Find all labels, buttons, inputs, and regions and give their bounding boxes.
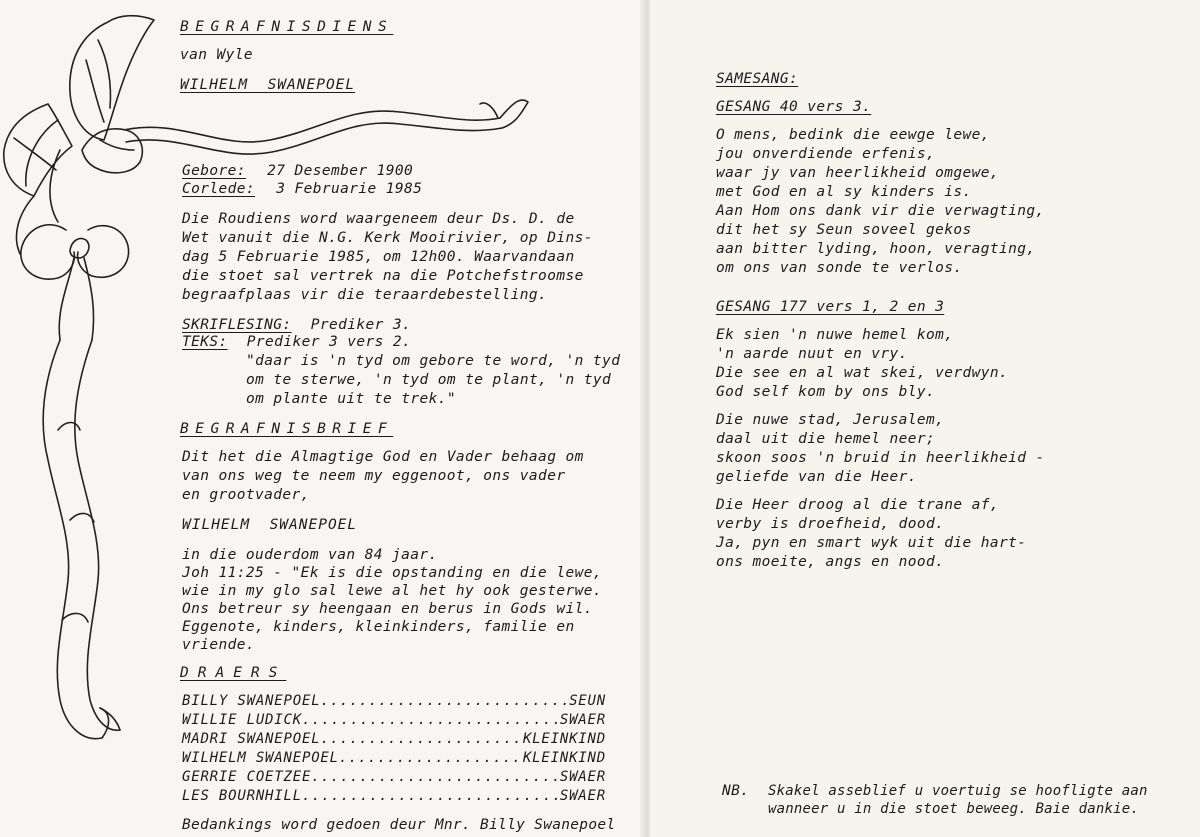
- quote-line: "daar is 'n tyd om gebore te word, 'n tyd: [246, 353, 621, 369]
- bearer-row: [182, 749, 606, 767]
- hymn-line: Ek sien 'n nuwe hemel kom,: [716, 327, 954, 343]
- letter-line: van ons weg te neem my eggenoot, ons vader: [182, 468, 566, 484]
- service-line: die stoet sal vertrek na die Potchefstroomse: [182, 268, 584, 284]
- quote-line: om plante uit te trek.": [246, 391, 456, 407]
- letter-line: Dit het die Almagtige God en Vader behaag om: [182, 449, 584, 465]
- died-date: 3 Februarie 1985: [276, 181, 423, 197]
- bearer-row: [182, 787, 606, 805]
- born-date: 27 Desember 1900: [267, 163, 414, 179]
- hymn-line: daal uit die hemel neer;: [716, 431, 936, 447]
- hymn-177-title: GESANG 177 vers 1, 2 en 3: [716, 299, 945, 315]
- thanks-line: Bedankings word gedoen deur Mnr. Billy Swanepoel: [182, 817, 616, 833]
- hymn-line: Die Heer droog al die trane af,: [716, 497, 1000, 513]
- scripture-value: Prediker 3.: [310, 317, 412, 333]
- letter-line: en grootvader,: [182, 487, 310, 503]
- hymn-line: skoon soos 'n bruid in heerlikheid -: [716, 450, 1045, 466]
- hymn-line: geliefde van die Heer.: [716, 469, 917, 485]
- hymn-line: God self kom by ons bly.: [716, 384, 936, 400]
- funeral-letter-heading: BEGRAFNISBRIEF: [180, 421, 394, 437]
- samesang-heading: SAMESANG:: [716, 71, 799, 87]
- bearer-relation: SWAER: [559, 712, 606, 728]
- nb-label: NB.: [722, 783, 750, 799]
- letter-deceased-name: WILHELM SWANEPOEL: [182, 517, 358, 533]
- text-row: [182, 333, 411, 351]
- service-line: Wet vanuit die N.G. Kerk Mooirivier, op Dins-: [182, 230, 593, 246]
- bearer-dots: [311, 768, 560, 786]
- age-line: Eggenote, kinders, kleinkinders, familie en: [182, 619, 575, 635]
- nb-line: wanneer u in die stoet beweeg. Baie dankie.: [768, 801, 1140, 817]
- bearer-row: [182, 768, 606, 786]
- funeral-service-heading: BEGRAFNISDIENS: [180, 19, 394, 35]
- hymn-line: aan bitter lyding, hoon, veragting,: [716, 241, 1036, 257]
- hymn-line: Ja, pyn en smart wyk uit die hart-: [716, 535, 1027, 551]
- died-row: [182, 180, 422, 198]
- bearer-dots: [320, 692, 569, 710]
- age-line: Joh 11:25 - "Ek is die opstanding en die lewe,: [182, 565, 602, 581]
- bearer-name: MADRI SWANEPOEL: [182, 731, 321, 747]
- text-value: Prediker 3 vers 2.: [246, 334, 412, 350]
- scripture-label: SKRIFLESING:: [182, 317, 292, 333]
- died-label: Corlede:: [182, 181, 256, 197]
- service-line: begraafplaas vir die teraardebestelling.: [182, 287, 548, 303]
- scripture-row: [182, 316, 411, 334]
- bearer-name: LES BOURNHILL: [182, 788, 302, 804]
- born-label: Gebore:: [182, 163, 246, 179]
- hymn-line: verby is droefheid, dood.: [716, 516, 945, 532]
- age-line: vriende.: [182, 637, 256, 653]
- age-line: wie in my glo sal lewe al het hy ook gesterwe.: [182, 583, 602, 599]
- age-line: in die ouderdom van 84 jaar.: [182, 547, 438, 563]
- bearers-heading: DRAERS: [180, 665, 287, 681]
- service-line: dag 5 Februarie 1985, om 12h00. Waarvandaan: [182, 249, 575, 265]
- bearer-dots: [339, 749, 523, 767]
- bearer-row: [182, 711, 606, 729]
- bearer-relation: SWAER: [559, 769, 606, 785]
- hymn-line: om ons van sonde te verlos.: [716, 260, 963, 276]
- born-row: [182, 162, 413, 180]
- hymn-line: 'n aarde nuut en vry.: [716, 346, 908, 362]
- bearer-relation: SEUN: [569, 693, 606, 709]
- hymn-line: jou onverdiende erfenis,: [716, 146, 936, 162]
- bearer-row: [182, 692, 606, 710]
- bearer-relation: KLEINKIND: [522, 750, 606, 766]
- service-line: Die Roudiens word waargeneem deur Ds. D. de: [182, 211, 575, 227]
- quote-line: om te sterwe, 'n tyd om te plant, 'n tyd: [246, 372, 612, 388]
- hymn-line: met God en al sy kinders is.: [716, 184, 972, 200]
- hymn-line: Die see en al wat skei, verdwyn.: [716, 365, 1009, 381]
- deceased-name: WILHELM SWANEPOEL: [180, 77, 356, 93]
- hymn-line: Die nuwe stad, Jerusalem,: [716, 412, 945, 428]
- bearer-name: BILLY SWANEPOEL: [182, 693, 321, 709]
- bearer-relation: KLEINKIND: [522, 731, 606, 747]
- nb-line: Skakel asseblief u voertuig se hoofligte aan: [768, 783, 1148, 799]
- hymn-line: O mens, bedink die eewge lewe,: [716, 127, 990, 143]
- hymn-40-title: GESANG 40 vers 3.: [716, 99, 872, 115]
- bearer-row: [182, 730, 606, 748]
- hymn-line: ons moeite, angs en nood.: [716, 554, 945, 570]
- hymn-line: dit het sy Seun soveel gekos: [716, 222, 972, 238]
- bearer-dots: [320, 730, 523, 748]
- right-page: [650, 0, 1200, 837]
- bearer-dots: [302, 787, 560, 805]
- bearer-name: WILHELM SWANEPOEL: [182, 750, 339, 766]
- van-wyle-text: van Wyle: [180, 47, 254, 63]
- bearer-relation: SWAER: [559, 788, 606, 804]
- bearer-dots: [302, 711, 560, 729]
- hymn-line: waar jy van heerlikheid omgewe,: [716, 165, 1000, 181]
- hymn-line: Aan Hom ons dank vir die verwagting,: [716, 203, 1045, 219]
- text-label: TEKS:: [182, 334, 228, 350]
- bearer-name: GERRIE COETZEE: [182, 769, 312, 785]
- bearer-name: WILLIE LUDICK: [182, 712, 302, 728]
- age-line: Ons betreur sy heengaan en berus in Gods wil.: [182, 601, 593, 617]
